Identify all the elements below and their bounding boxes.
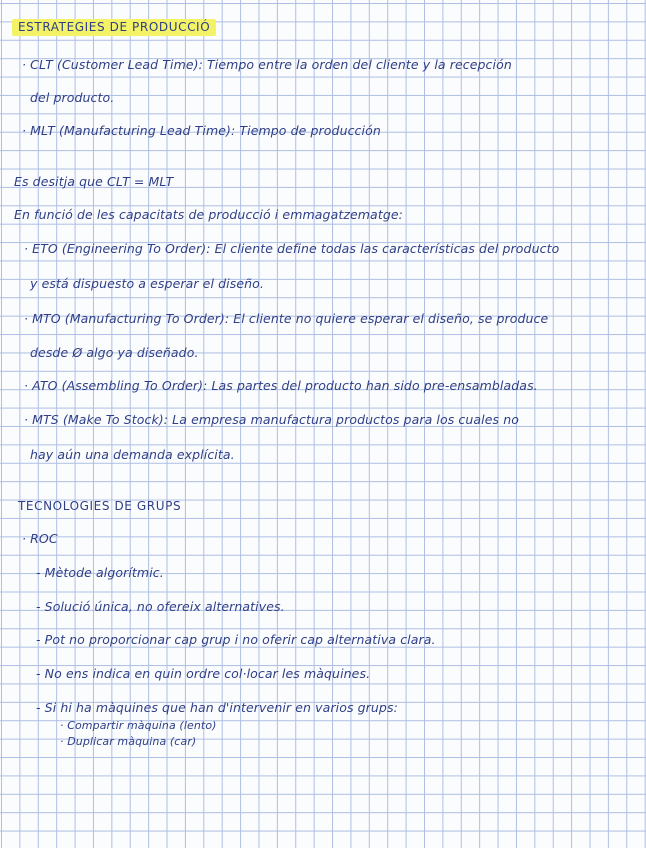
note-line-roc-5: - Si hi ha màquines que han d'intervenir en varios grups:	[36, 700, 398, 715]
note-line-ato: · ATO (Assembling To Order): Las partes del producto han sido pre-ensambladas.	[24, 378, 538, 393]
section-title-group-technologies: TECNOLOGIES DE GRUPS	[18, 499, 182, 513]
note-line-roc-1: - Mètode algorítmic.	[36, 565, 164, 580]
note-line-eto-cont: y está dispuesto a esperar el diseño.	[30, 276, 264, 291]
note-line-roc-2: - Solució única, no ofereix alternatives.	[36, 599, 285, 614]
note-line-roc-4: - No ens indica en quin ordre col·locar les màquines.	[36, 666, 371, 681]
note-line-desired: Es desitja que CLT = MLT	[14, 174, 174, 189]
note-line-mts-cont: hay aún una demanda explícita.	[30, 447, 235, 462]
note-line-mts: · MTS (Make To Stock): La empresa manufactura productos para los cuales no	[24, 412, 519, 427]
note-line-mto-cont: desde Ø algo ya diseñado.	[30, 345, 199, 360]
note-line-roc-5a: · Compartir màquina (lento)	[60, 719, 217, 732]
note-line-roc: · ROC	[22, 531, 58, 546]
note-line-clt-cont: del producto.	[30, 90, 115, 105]
note-line-clt: · CLT (Customer Lead Time): Tiempo entre la orden del cliente y la recepción	[22, 57, 512, 72]
section-title-production-strategies	[18, 19, 216, 35]
note-line-roc-3: - Pot no proporcionar cap grup i no oferir cap alternativa clara.	[36, 632, 436, 647]
note-line-roc-5b: · Duplicar màquina (car)	[60, 735, 197, 748]
note-line-mto: · MTO (Manufacturing To Order): El cliente no quiere esperar el diseño, se produce	[24, 311, 549, 326]
title-highlight: ESTRATEGIES DE PRODUCCIÓ	[12, 19, 216, 36]
note-line-eto: · ETO (Engineering To Order): El cliente define todas las características del producto	[24, 241, 560, 256]
note-line-mlt: · MLT (Manufacturing Lead Time): Tiempo de producción	[22, 123, 381, 138]
note-line-capacity: En funció de les capacitats de producció i emmagatzematge:	[14, 207, 403, 222]
